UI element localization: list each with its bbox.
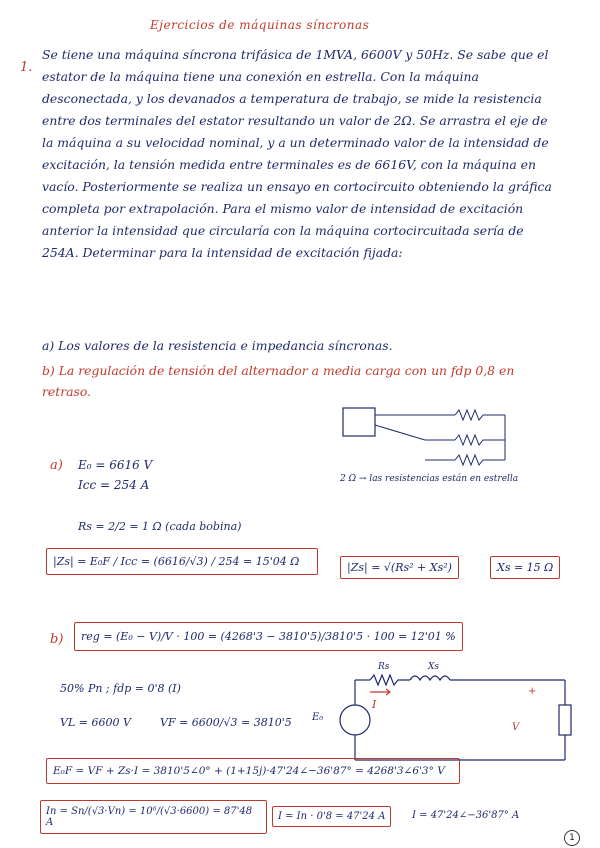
eo-calculation: E₀F = VF + Zs·I = 3810'5∠0° + (1+15j)·47'24∠−36'87° = 4268'3∠6'3° V [46, 758, 460, 784]
problem-number: 1. [20, 60, 33, 75]
xs-inductor [410, 676, 450, 680]
ohmmeter-box [343, 408, 375, 436]
resistor-1 [455, 410, 505, 420]
page-number: 1 [564, 830, 580, 846]
i-final: I = 47'24∠−36'87° A [412, 810, 520, 821]
rs-resistor [370, 675, 410, 685]
resistance-rs: Rs = 2/2 = 1 Ω (cada bobina) [78, 520, 242, 533]
i-half-load: I = In · 0'8 = 47'24 A [272, 806, 391, 827]
circuit-v: V [512, 722, 520, 733]
half-load: 50% Pn ; fdp = 0'8 (I) [60, 682, 181, 695]
xs-result: Xs = 15 Ω [490, 556, 560, 579]
solution-b-label: b) [50, 632, 64, 647]
resistor-2 [455, 435, 505, 445]
circuit-plus: + [528, 686, 537, 697]
problem-statement: Se tiene una máquina síncrona trifásica de 1MVA, 6600V y 50Hz. Se sabe que el estator de la máquina tiene una conexión en estrella. Con la máquina desconectada, y los devanados a temperatura de trabajo, se mide la resistencia entre dos terminales del estator resultando un valor de 2Ω. Se arrastra el eje de la máquina a su velocidad nominal, y a un determinado valor de la intensidad de excitación, la tensión medida entre terminales es de 6616V, con la máquina en vacío. Posteriormente se realiza un ensayo en cortocircuito obteniendo la gráfica completa por extrapolación. Para el mismo valor de intensidad de excitación anterior la intensidad que circularía con la máquina cortocircuitada sería de 254A. Determinar para la intensidad de excitación fijada: [42, 47, 552, 260]
equivalent-circuit [310, 660, 580, 770]
given-eo: E₀ = 6616 V [78, 458, 153, 472]
vf-value: VF = 6600/√3 = 3810'5 [160, 716, 292, 729]
load [559, 705, 571, 735]
regulation-formula: reg = (E₀ − V)/V · 100 = (4268'3 − 3810'5)/3810'5 · 100 = 12'01 % [74, 622, 463, 651]
question-b: b) La regulación de tensión del alternador a media carga con un fdp 0,8 en retraso. [42, 363, 515, 399]
circuit-rs: Rs [378, 662, 390, 672]
diagram-note: 2 Ω → las resistencias están en estrella [340, 474, 519, 484]
vl-value: VL = 6600 V [60, 716, 131, 729]
circuit-i: I [372, 698, 377, 711]
source-eo [340, 705, 370, 735]
circuit-xs: Xs [428, 662, 440, 672]
resistor-3 [455, 455, 505, 465]
zs-calculation: |Zs| = E₀F / Icc = (6616/√3) / 254 = 15'04 Ω [46, 548, 318, 575]
question-a: a) Los valores de la resistencia e impedancia síncronas. [42, 338, 393, 353]
solution-a-label: a) [50, 458, 63, 473]
circuit-eo: E₀ [312, 712, 324, 723]
page-title: Ejercicios de máquinas síncronas [150, 18, 370, 32]
zs-formula: |Zs| = √(Rs² + Xs²) [340, 556, 459, 579]
given-icc: Icc = 254 A [78, 478, 150, 492]
in-calculation: In = Sn/(√3·Vn) = 10⁶/(√3·6600) = 87'48 A [40, 800, 267, 834]
